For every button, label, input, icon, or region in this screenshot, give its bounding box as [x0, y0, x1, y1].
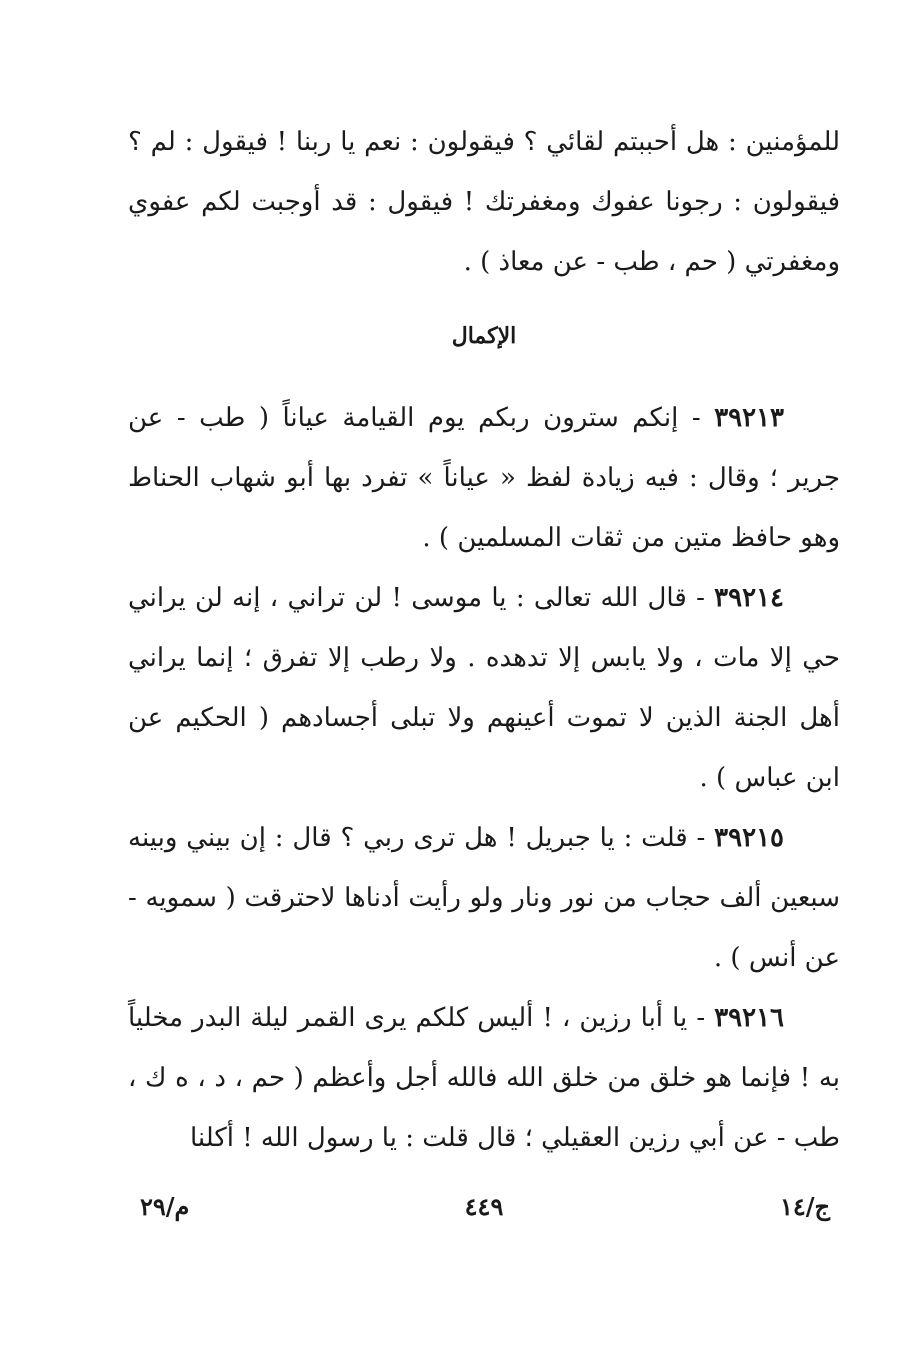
- continued-text: للمؤمنين : هل أحببتم لقائي ؟ فيقولون : نعم يا ربنا ! فيقول : لم ؟ فيقولون : رجونا عفوك ومغفرتك ! فيقول : قد أوجبت لكم عفوي ومغفرتي ( حم ، طب - عن معاذ ) .: [128, 127, 840, 277]
- hadith-text: - قلت : يا جبريل ! هل ترى ربي ؟ قال : إن بيني وبينه سبعين ألف حجاب من نور ونار ولو رأيت أدناها لاحترقت ( سمويه - عن أنس ) .: [128, 823, 840, 973]
- hadith-text: - قال الله تعالى : يا موسى ! لن تراني ، إنه لن يراني حي إلا مات ، ولا يابس إلا تدهده . ولا رطب إلا تفرق ؛ إنما يراني أهل الجنة الذين لا تموت أعينهم ولا تبلى أجسادهم ( الحكيم عن ابن عباس ) .: [128, 583, 840, 793]
- body-text: [128, 112, 840, 1168]
- continued-paragraph: [128, 112, 840, 292]
- hadith-paragraph: [128, 988, 840, 1168]
- page-number: ٤٤٩: [464, 1192, 504, 1221]
- hadith-paragraph: [128, 388, 840, 568]
- signature-mark: م/٢٩: [140, 1192, 190, 1221]
- page-footer: [128, 1192, 840, 1232]
- hadith-text: - يا أبا رزين ، ! أليس كلكم يرى القمر ليلة البدر مخلياً به ! فإنما هو خلق من خلق الله فالله أجل وأعظم ( حم ، د ، ه ك ، طب - عن أبي رزين العقيلي ؛ قال قلت : يا رسول الله ! أكلنا: [128, 1003, 840, 1153]
- hadith-number: ٣٩٢١٤: [714, 583, 784, 613]
- section-heading: الإكمال: [451, 323, 517, 349]
- hadith-number: ٣٩٢١٣: [714, 403, 785, 433]
- hadith-number: ٣٩٢١٦: [714, 1003, 785, 1033]
- hadith-paragraph: [128, 808, 840, 988]
- hadith-paragraph: [128, 568, 840, 808]
- hadith-text: - إنكم سترون ربكم يوم القيامة عياناً ( طب - عن جرير ؛ وقال : فيه زيادة لفظ « عياناً » تفرد بها أبو شهاب الحناط وهو حافظ متين من ثقات المسلمين ) .: [128, 403, 840, 553]
- hadith-number: ٣٩٢١٥: [714, 823, 784, 853]
- volume-mark: ج/١٤: [779, 1192, 830, 1221]
